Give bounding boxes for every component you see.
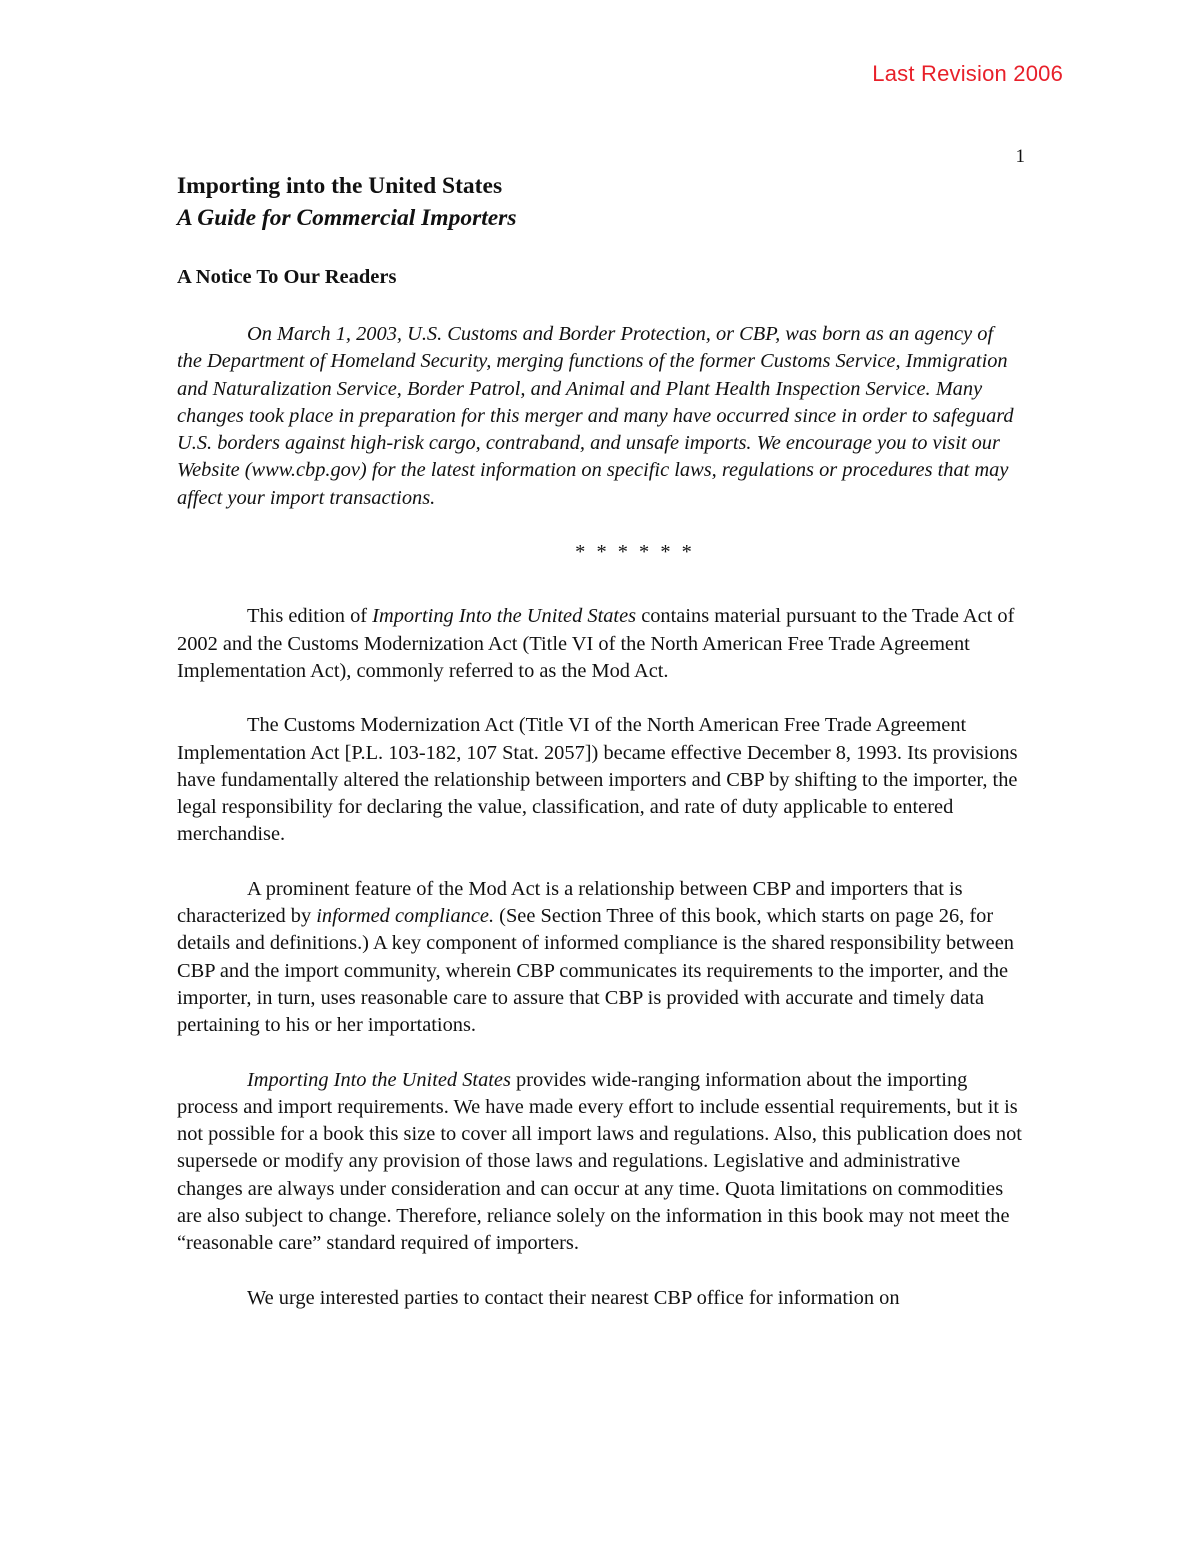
paragraph-contact: We urge interested parties to contact their nearest CBP office for information on [247, 1286, 900, 1309]
page-number: 1 [1015, 146, 1025, 167]
paragraph-compliance-post: (See Section Three of this book, which starts on page 26, for details and definitions.) A key component of informed compliance is the shared responsibility between CBP and the import community, wherein CBP communicates its requirements to the importer, and the importer, in turn, uses reasonable care to assure that CBP is provided with accurate and timely data pertaining to his or her importations. [177, 905, 1014, 1037]
document-title: Importing into the United States [177, 173, 503, 199]
paragraph-mod-act: The Customs Modernization Act (Title VI of the North American Free Trade Agreement Implementation Act [P.L. 103-182, 107 Stat. 2057]) became effective December 8, 1993. Its provisions have fundamentally altered the relationship between importers and CBP by shifting to the importer, the legal responsibility for declaring the value, classification, and rate of duty applicable to entered merchandise. [177, 714, 1018, 846]
paragraph-scope-post: provides wide-ranging information about the importing process and import requirements. We have made every effort to include essential requirements, but it is not possible for a book this size to cover all import laws and regulations. Also, this publication does not supersede or modify any provision of those laws and regulations. Legislative and administrative changes are always under consideration and can occur at any time. Quota limitations on commodities are also subject to change. Therefore, reliance solely on the information in this book may not meet the “reasonable care” standard required of importers. [177, 1068, 1022, 1255]
paragraph-compliance-pre: A prominent feature of the Mod Act is a relationship between CBP and importers that is characterized by [177, 877, 963, 928]
revision-label: Last Revision 2006 [872, 61, 1063, 86]
paragraph-compliance-term: informed compliance. [316, 905, 495, 928]
document-subtitle: A Guide for Commercial Importers [177, 205, 517, 231]
notice-body: On March 1, 2003, U.S. Customs and Border Protection, or CBP, was born as an agency of the Department of Homeland Security, merging functions of the former Customs Service, Immigration and Naturalization Service, Border Patrol, and Animal and Plant Health Inspection Service. Many changes took place in preparation for this merger and many have occurred since in order to safeguard U.S. borders against high-risk cargo, contraband, and unsafe imports. We encourage you to visit our Website (www.cbp.gov) for the latest information on specific laws, regulations or procedures that may affect your import transactions. [177, 323, 1014, 509]
paragraph-informed-compliance [177, 876, 1023, 1040]
paragraph-edition [177, 603, 1023, 685]
paragraph-scope-title: Importing Into the United States [247, 1068, 511, 1091]
paragraph-edition-pre: This edition of [247, 605, 373, 628]
paragraph-edition-post: contains material pursuant to the Trade Act of 2002 and the Customs Modernization Act (Title VI of the North American Free Trade Agreement Implementation Act), commonly referred to as the Mod Act. [177, 605, 1015, 682]
section-separator: * * * * * * [575, 541, 695, 564]
notice-heading: A Notice To Our Readers [177, 266, 397, 288]
paragraph-edition-title: Importing Into the United States [372, 605, 637, 628]
paragraph-scope [177, 1067, 1023, 1258]
document-body [177, 170, 1023, 1312]
